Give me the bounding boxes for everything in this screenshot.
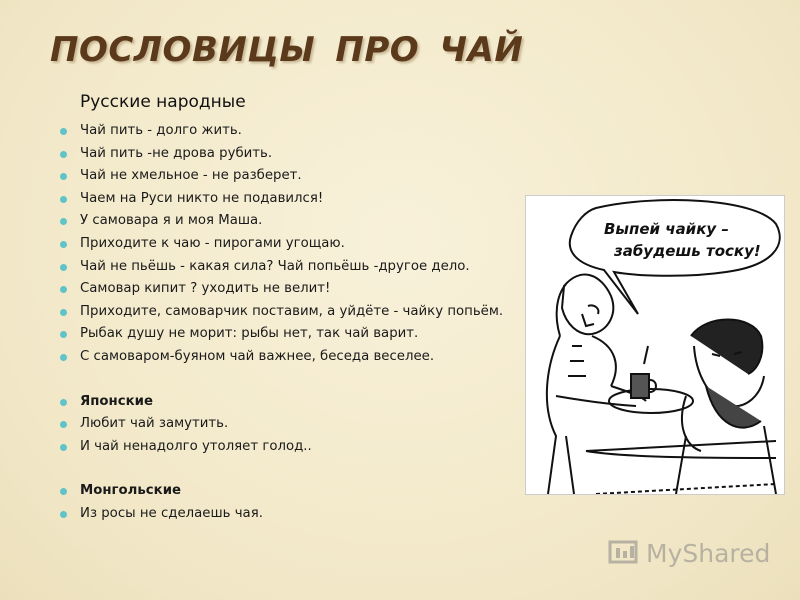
- japanese-proverbs-list: [58, 391, 528, 459]
- tea-glass-icon: [609, 346, 693, 413]
- list-item: Самовар кипит ? уходить не велит!: [58, 278, 528, 301]
- section-heading-mongolian: Монгольские: [58, 480, 528, 503]
- bullet-icon: [60, 218, 67, 225]
- bullet-icon: [60, 421, 67, 428]
- section-heading-russian: Русские народные: [80, 92, 246, 112]
- bullet-icon: [60, 444, 67, 451]
- bullet-icon: [60, 511, 67, 518]
- list-item: Чай пить - долго жить.: [58, 120, 528, 143]
- bullet-icon: [60, 286, 67, 293]
- list-item: С самоваром-буяном чай важнее, беседа веселее.: [58, 346, 528, 369]
- section-heading-japanese: Японские: [58, 391, 528, 414]
- list-item: И чай ненадолго утоляет голод..: [58, 436, 528, 459]
- myshared-logo-icon: [608, 538, 642, 568]
- bullet-icon: [60, 241, 67, 248]
- bullet-icon: [60, 173, 67, 180]
- page-title: ПОСЛОВИЦЫ ПРО ЧАЙ: [50, 30, 524, 70]
- bullet-icon: [60, 196, 67, 203]
- mongolian-proverbs-list: [58, 480, 528, 525]
- bullet-icon: [60, 354, 67, 361]
- list-item: Чай не пьёшь - какая сила? Чай попьёшь -другое дело.: [58, 256, 528, 279]
- proverbs-content: [58, 92, 528, 526]
- speech-text-line2: забудешь тоску!: [614, 242, 761, 260]
- logo-text: MyShared: [646, 538, 771, 568]
- bullet-icon: [60, 331, 67, 338]
- list-item: Чай не хмельное - не разберет.: [58, 165, 528, 188]
- list-item: Приходите к чаю - пирогами угощаю.: [58, 233, 528, 256]
- list-item: Чай пить -не дрова рубить.: [58, 143, 528, 166]
- list-item: Любит чай замутить.: [58, 413, 528, 436]
- russian-proverbs-list: [58, 120, 528, 369]
- man-figure: [676, 320, 776, 495]
- list-item: Рыбак душу не морит: рыбы нет, так чай варит.: [58, 323, 528, 346]
- bullet-icon: [60, 264, 67, 271]
- bullet-icon: [60, 128, 67, 135]
- list-item: Из росы не сделаешь чая.: [58, 503, 528, 526]
- list-item: У самовара я и моя Маша.: [58, 210, 528, 233]
- tea-cartoon-illustration: [525, 195, 785, 495]
- list-item: Чаем на Руси никто не подавился!: [58, 188, 528, 211]
- bullet-icon: [60, 309, 67, 316]
- speech-text-line1: Выпей чайку –: [604, 220, 729, 238]
- bullet-icon: [60, 488, 67, 495]
- bullet-icon: [60, 399, 67, 406]
- myshared-logo: [608, 538, 770, 568]
- list-item: Приходите, самоварчик поставим, а уйдёте - чайку попьём.: [58, 301, 528, 324]
- bullet-icon: [60, 151, 67, 158]
